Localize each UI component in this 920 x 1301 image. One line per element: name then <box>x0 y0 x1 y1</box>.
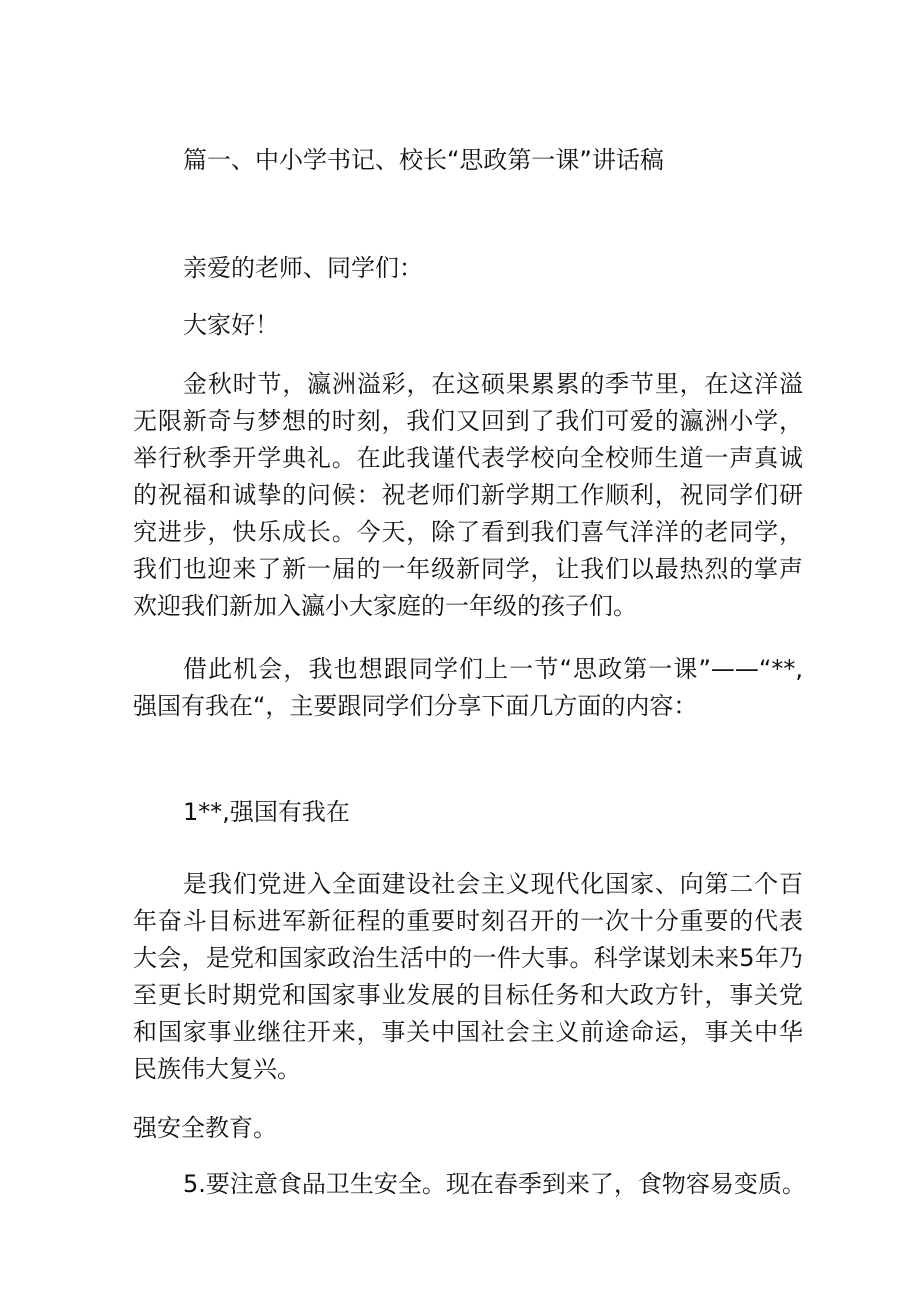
section-heading: 1**,强国有我在 <box>183 798 350 826</box>
document-title: 篇一、中小学书记、校长“思政第一课”讲话稿 <box>183 146 664 174</box>
paragraph-food-safety: 5.要注意食品卫生安全。现在春季到来了，食物容易变质。 <box>183 1170 806 1198</box>
greeting-line: 亲爱的老师、同学们： <box>183 254 423 282</box>
safety-line: 强安全教育。 <box>133 1114 277 1142</box>
paragraph-intro: 借此机会，我也想跟同学们上一节“思政第一课”——“**,强国有我在“，主要跟同学们分享下面几方面的内容： <box>133 655 803 720</box>
paragraph-congress: 是我们党进入全面建设社会主义现代化国家、向第二个百年奋斗目标进军新征程的重要时刻召开的一次十分重要的代表大会，是党和国家政治生活中的一件大事。科学谋划未来5年乃至更长时期党和国家事业发展的目标任务和大政方针，事关党和国家事业继往开来，事关中国社会主义前途命运，事关中华民族伟大复兴。 <box>133 870 803 1083</box>
hello-line: 大家好！ <box>183 311 279 339</box>
paragraph-opening: 金秋时节，瀛洲溢彩，在这硕果累累的季节里，在这洋溢无限新奇与梦想的时刻，我们又回到了我们可爱的瀛洲小学，举行秋季开学典礼。在此我谨代表学校向全校师生道一声真诚的祝福和诚挚的问候：祝老师们新学期工作顺利，祝同学们研究进步，快乐成长。今天，除了看到我们喜气洋洋的老同学，我们也迎来了新一届的一年级新同学，让我们以最热烈的掌声欢迎我们新加入瀛小大家庭的一年级的孩子们。 <box>133 370 803 620</box>
